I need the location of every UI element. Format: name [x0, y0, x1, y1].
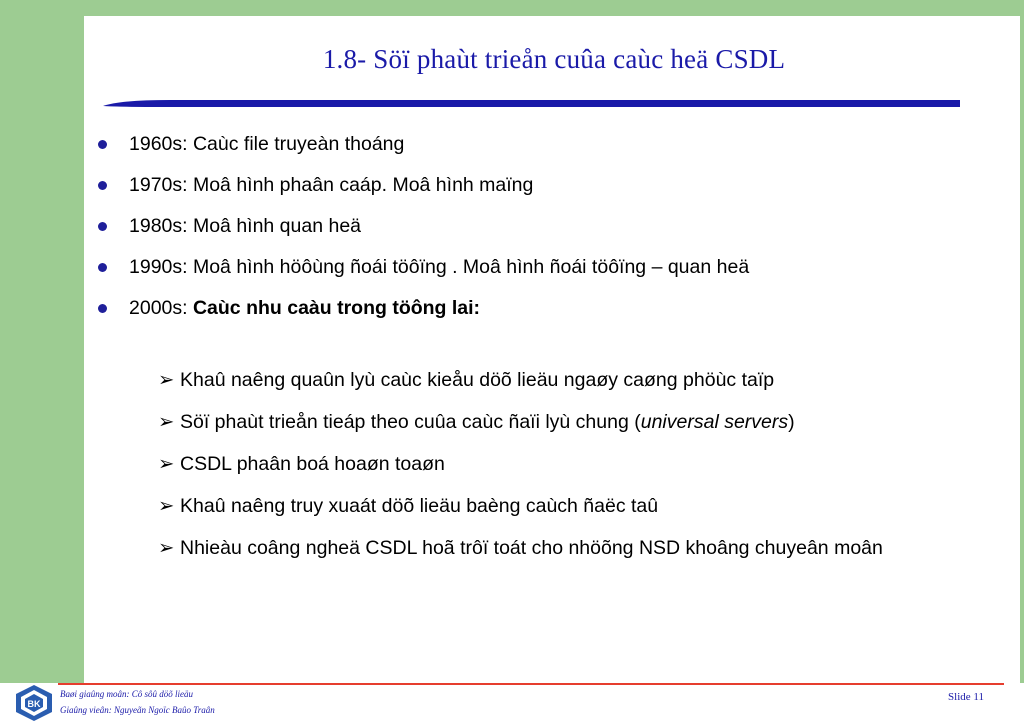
bk-logo-icon	[14, 684, 54, 722]
sub-item-complex-data	[158, 367, 988, 393]
bullet-dot-icon	[98, 304, 107, 313]
slide-title: 1.8- Söï phaùt trieån cuûa caùc heä CSDL	[322, 44, 786, 74]
main-bullet-list	[97, 130, 997, 335]
bullet-text: 1980s: Moâ hình quan heä	[129, 215, 362, 237]
bullet-text: 1990s: Moâ hình höôùng ñoái töôïng . Moâ hình ñoái töôïng – quan heä	[129, 256, 750, 278]
top-green-band	[84, 0, 1024, 16]
future-needs-list	[158, 367, 988, 577]
footer-divider	[58, 683, 1004, 685]
bullet-prefix: 2000s:	[129, 297, 193, 319]
sub-item-text: Söï phaùt trieån tieáp theo cuûa caùc ñaïi lyù chung (	[180, 411, 641, 433]
bullet-text: 1970s: Moâ hình phaân caáp. Moâ hình maïng	[129, 174, 534, 196]
bullet-item-1970s	[97, 171, 997, 212]
sub-item-text: Nhieàu coâng ngheä CSDL hoã trôï toát cho nhöõng NSD khoâng chuyeân moân	[180, 537, 883, 559]
sub-item-end-user-support	[158, 535, 988, 561]
sub-item-suffix: )	[788, 411, 795, 433]
right-green-band	[1020, 0, 1024, 683]
arrow-bullet-icon: ➢	[158, 369, 175, 391]
arrow-bullet-icon: ➢	[158, 495, 175, 517]
bullet-text: 1960s: Caùc file truyeàn thoáng	[129, 133, 405, 155]
sub-item-text: Khaû naêng quaûn lyù caùc kieåu döõ lieäu ngaøy caøng phöùc taïp	[180, 369, 775, 391]
logo-text: BK	[27, 699, 41, 709]
sub-item-text: CSDL phaân boá hoaøn toaøn	[180, 453, 445, 475]
footer-lecturer: Giaûng vieân: Nguyeãn Ngoïc Baûo Traân	[60, 705, 215, 715]
bullet-item-1980s	[97, 212, 997, 253]
bullet-dot-icon	[98, 140, 107, 149]
bullet-item-1960s	[97, 130, 997, 171]
bullet-item-1990s	[97, 253, 997, 294]
title-underline	[100, 96, 962, 112]
arrow-bullet-icon: ➢	[158, 411, 175, 433]
footer-course: Baøi giaûng moân: Cô sôû döõ lieäu	[60, 689, 193, 699]
bullet-item-2000s	[97, 294, 997, 335]
left-green-band	[0, 0, 84, 683]
slide-number: Slide 11	[948, 691, 984, 703]
sub-item-italic: universal servers	[640, 411, 789, 433]
sub-item-declarative-access	[158, 493, 988, 519]
arrow-bullet-icon: ➢	[158, 537, 175, 559]
sub-item-universal-servers	[158, 409, 988, 435]
bullet-dot-icon	[98, 263, 107, 272]
bullet-dot-icon	[98, 222, 107, 231]
bullet-bold-text: Caùc nhu caàu trong töông lai:	[192, 297, 481, 319]
bullet-dot-icon	[98, 181, 107, 190]
sub-item-distributed	[158, 451, 988, 477]
arrow-bullet-icon: ➢	[158, 453, 175, 475]
sub-item-text: Khaû naêng truy xuaát döõ lieäu baèng caùch ñaëc taû	[180, 495, 659, 517]
